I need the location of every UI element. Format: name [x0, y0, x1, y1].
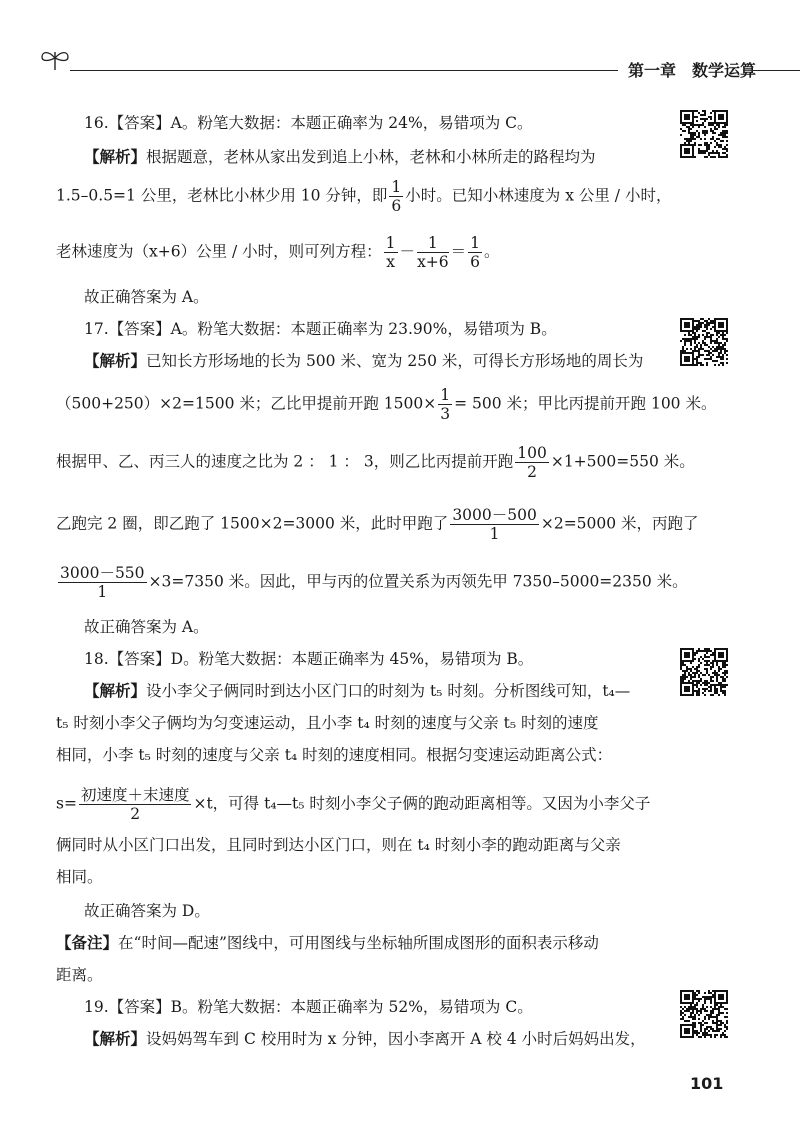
q17-text: ×3=7350 米。因此，甲与丙的位置关系为丙领先甲 7350–5000=2350 米。 — [148, 572, 688, 591]
q16-jiexi-line1 — [84, 146, 684, 168]
header-rule-right — [752, 70, 800, 71]
q16-text: 小时。已知小林速度为 x 公里 / 小时， — [405, 186, 672, 205]
q17-answer: 17.【答案】A。粉笔大数据：本题正确率为 23.90%，易错项为 B。 — [84, 320, 557, 338]
qr-code-icon[interactable] — [680, 110, 728, 158]
jiexi-tag: 【解析】 — [84, 1029, 147, 1048]
q17-text: ×1+500=550 米。 — [550, 452, 695, 471]
q18-text: ×t，可得 t₄—t₅ 时刻小李父子俩的跑动距离相等。又因为小李父子 — [193, 794, 651, 813]
q16-conclusion: 故正确答案为 A。 — [84, 288, 209, 306]
denominator: 1 — [489, 525, 500, 543]
chapter-title: 第一章 数学运算 — [628, 61, 757, 80]
denominator: 2 — [527, 463, 537, 481]
fraction — [450, 506, 539, 543]
q18-answer: 18.【答案】D。粉笔大数据：本题正确率为 45%，易错项为 B。 — [84, 650, 534, 668]
q17-text: = 500 米；甲比丙提前开跑 100 米。 — [454, 394, 717, 413]
denominator: 1 — [97, 583, 108, 601]
denominator: x+6 — [417, 253, 449, 271]
numerator: 100 — [517, 444, 547, 462]
q18-note-line2: 距离。 — [56, 966, 103, 984]
q17-jiexi-line4 — [56, 506, 699, 543]
numerator: 1 — [391, 178, 402, 196]
q16-text: 1.5–0.5=1 公里，老林比小林少用 10 分钟，即 — [56, 186, 388, 205]
denominator: x — [386, 253, 395, 271]
q18-text: s= — [56, 794, 77, 813]
q18-jiexi-line4 — [56, 786, 656, 823]
page-header — [40, 40, 800, 84]
q17-conclusion: 故正确答案为 A。 — [84, 618, 209, 636]
q16-text: 老林速度为（x+6）公里 / 小时，则可列方程： — [56, 242, 382, 261]
fraction — [79, 786, 192, 823]
q18-jiexi-line2: t₅ 时刻小李父子俩均为匀变速运动，且小李 t₄ 时刻的速度与父亲 t₅ 时刻的速度 — [56, 714, 599, 732]
numerator: 3000－500 — [452, 506, 537, 524]
q18-conclusion: 故正确答案为 D。 — [84, 902, 210, 920]
q18-text: 设小李父子俩同时到达小区门口的时刻为 t₅ 时刻。分析图线可知，t₄— — [146, 682, 631, 700]
q18-jiexi-line3: 相同，小李 t₅ 时刻的速度与父亲 t₄ 时刻的速度相同。根据匀变速运动距离公式： — [56, 746, 613, 764]
denominator: 6 — [470, 253, 481, 271]
q17-jiexi-line5 — [56, 564, 688, 601]
page-number: 101 — [690, 1074, 724, 1093]
fraction — [58, 564, 147, 601]
q18-note-line1 — [56, 932, 656, 954]
fraction — [515, 444, 549, 481]
fraction — [389, 178, 403, 215]
q19-answer: 19.【答案】B。粉笔大数据：本题正确率为 52%，易错项为 C。 — [84, 998, 533, 1016]
q18-jiexi-line6: 相同。 — [56, 868, 103, 886]
q16-text: 根据题意，老林从家出发到追上小林，老林和小林所走的路程均为 — [146, 148, 596, 166]
fraction — [417, 234, 449, 271]
q18-jiexi-line1 — [84, 680, 684, 702]
header-rule — [70, 70, 618, 71]
numerator: 1 — [470, 234, 481, 252]
fraction — [384, 234, 398, 271]
q17-jiexi-line2 — [56, 386, 717, 423]
q17-jiexi-line3 — [56, 444, 695, 481]
q19-text: 设妈妈驾车到 C 校用时为 x 分钟，因小李离开 A 校 4 小时后妈妈出发， — [146, 1030, 646, 1048]
numerator: 1 — [385, 234, 396, 252]
q17-text: 根据甲、乙、丙三人的速度之比为 2 ： 1 ： 3，则乙比丙提前开跑 — [56, 452, 514, 471]
jiexi-tag: 【解析】 — [84, 681, 147, 700]
q17-text: 乙跑完 2 圈，即乙跑了 1500×2=3000 米，此时甲跑了 — [56, 514, 449, 533]
fraction — [468, 234, 482, 271]
qr-code-icon[interactable] — [680, 648, 728, 696]
q17-jiexi-line1 — [84, 350, 684, 372]
fraction — [438, 386, 452, 423]
q17-text: ×2=5000 米，丙跑了 — [540, 514, 699, 533]
numerator: 初速度＋末速度 — [80, 786, 190, 804]
qr-code-icon[interactable] — [680, 990, 728, 1038]
q16-jiexi-line2 — [56, 178, 672, 215]
q16-answer: 16.【答案】A。粉笔大数据：本题正确率为 24%，易错项为 C。 — [84, 114, 533, 132]
numerator: 1 — [417, 234, 449, 253]
denominator: 6 — [391, 197, 402, 215]
q16-jiexi-line3: 老林速度为（x+6）公里 / 小时，则可列方程： $\frac{1}{x}$ － $\frac{1}{x+6}$ ＝ $\frac{1}{6}$ 。 — [56, 234, 500, 271]
q18-note-text: 在“时间—配速”图线中，可用图线与坐标轴所围成图形的面积表示移动 — [118, 934, 599, 952]
leaf-icon — [40, 46, 70, 72]
q17-text: 已知长方形场地的长为 500 米、宽为 250 米，可得长方形场地的周长为 — [146, 352, 644, 370]
q19-jiexi-line1 — [84, 1028, 684, 1050]
denominator: 3 — [440, 405, 451, 423]
q18-jiexi-line5: 俩同时从小区门口出发，且同时到达小区门口，则在 t₄ 时刻小李的跑动距离与父亲 — [56, 836, 621, 854]
qr-code-icon[interactable] — [680, 318, 728, 366]
numerator: 3000－550 — [60, 564, 145, 582]
q17-text: （500+250）×2=1500 米；乙比甲提前开跑 1500× — [56, 394, 437, 413]
denominator: 2 — [130, 805, 141, 823]
note-tag: 【备注】 — [56, 933, 119, 952]
jiexi-tag: 【解析】 — [84, 147, 147, 166]
numerator: 1 — [440, 386, 451, 404]
jiexi-tag: 【解析】 — [84, 351, 147, 370]
